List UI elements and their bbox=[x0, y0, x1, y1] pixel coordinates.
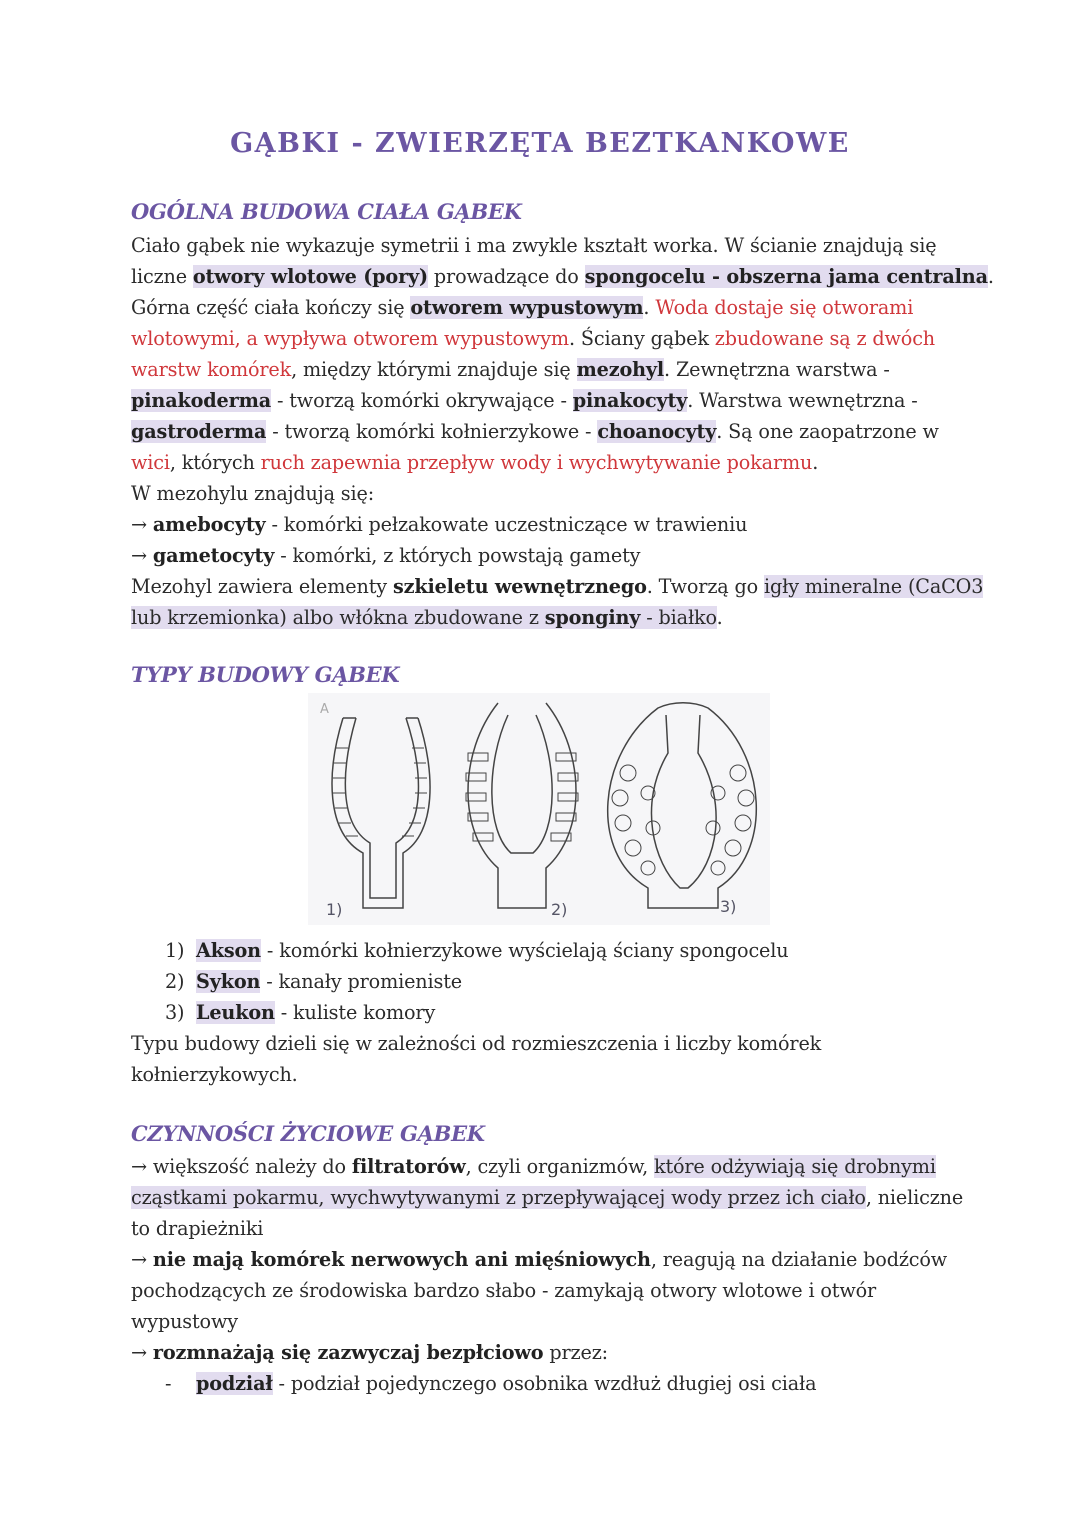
figure-label-a: A bbox=[320, 702, 329, 717]
term-gastroderma: gastroderma bbox=[131, 420, 267, 443]
text-line bbox=[131, 540, 961, 571]
text: , nieliczne bbox=[865, 1186, 964, 1209]
text-line bbox=[131, 1244, 961, 1275]
text: - tworzą komórki okrywające - bbox=[271, 389, 573, 412]
text: . Tworzą go bbox=[646, 575, 765, 598]
section-body-budowa bbox=[131, 230, 994, 633]
term-leukon: Leukon bbox=[196, 1001, 275, 1024]
text: pochodzących ze środowiska bardzo słabo - zamykają otwory wlotowe i otwór bbox=[131, 1279, 877, 1302]
term-mezohyl: mezohyl bbox=[576, 358, 665, 381]
red-text: Woda dostaje się otworami bbox=[655, 296, 914, 319]
text: . bbox=[716, 606, 723, 629]
highlight-text: cząstkami pokarmu, wychwytywanymi z przepływającej wody przez ich ciało bbox=[131, 1186, 866, 1209]
text: - tworzą komórki kołnierzykowe - bbox=[266, 420, 598, 443]
term-szkielet: szkieletu wewnętrznego bbox=[392, 575, 647, 598]
text: . bbox=[812, 451, 819, 474]
red-text: wlotowymi, a wypływa otworem wypustowym bbox=[131, 327, 569, 350]
highlight-text: - białko bbox=[640, 606, 717, 629]
text: kołnierzykowych. bbox=[131, 1063, 298, 1086]
text-line bbox=[131, 323, 961, 354]
highlight-text: lub krzemionka) albo włókna zbudowane z bbox=[131, 606, 545, 629]
highlight-text: igły mineralne (CaCO3 bbox=[764, 575, 984, 598]
text: - komórki pełzakowate uczestniczące w trawieniu bbox=[265, 513, 748, 536]
section-heading-czynnosci: CZYNNOŚCI ŻYCIOWE GĄBEK bbox=[131, 1121, 485, 1146]
sponge-types-illustration bbox=[308, 693, 770, 925]
list-number: 3) bbox=[165, 1001, 185, 1024]
term-otwory: otwory wlotowe (pory) bbox=[192, 265, 428, 288]
red-text: warstw komórek bbox=[131, 358, 292, 381]
text-line bbox=[131, 571, 984, 602]
term-brak-komorek: nie mają komórek nerwowych ani mięśniowych bbox=[152, 1248, 651, 1271]
text: . Zewnętrzna warstwa - bbox=[664, 358, 890, 381]
term-akson: Akson bbox=[196, 939, 261, 962]
text: , czyli organizmów, bbox=[465, 1155, 654, 1178]
arrow: → bbox=[131, 513, 153, 536]
text-line bbox=[131, 1275, 961, 1306]
text-line bbox=[131, 416, 961, 447]
text-line bbox=[131, 1028, 961, 1059]
section-heading-budowa: OGÓLNA BUDOWA CIAŁA GĄBEK bbox=[131, 199, 522, 224]
text: → większość należy do bbox=[131, 1155, 352, 1178]
term-pinakocyty: pinakocyty bbox=[572, 389, 688, 412]
text-line bbox=[131, 292, 961, 323]
list-desc: - kuliste komory bbox=[274, 1001, 436, 1024]
text-line bbox=[131, 1368, 961, 1399]
text-line bbox=[131, 1182, 964, 1213]
text: Typu budowy dzieli się w zależności od rozmieszczenia i liczby komórek bbox=[131, 1032, 822, 1055]
text-line bbox=[131, 1059, 961, 1090]
text-line bbox=[131, 385, 961, 416]
red-text: zbudowane są z dwóch bbox=[714, 327, 935, 350]
text-line bbox=[131, 261, 994, 292]
term-gametocyty: gametocyty bbox=[152, 544, 275, 567]
list-item bbox=[165, 935, 788, 966]
sponge-types-note bbox=[131, 1028, 961, 1090]
text: , między którymi znajduje się bbox=[291, 358, 577, 381]
section-heading-typy: TYPY BUDOWY GĄBEK bbox=[131, 662, 400, 687]
list-item bbox=[165, 997, 788, 1028]
term-rozmnazanie: rozmnażają się zazwyczaj bezpłciowo bbox=[152, 1341, 544, 1364]
term-pinakoderma: pinakoderma bbox=[131, 389, 271, 412]
text: liczne bbox=[131, 265, 193, 288]
sponge-types-list bbox=[165, 935, 788, 1028]
text: . Ściany gąbek bbox=[568, 327, 715, 350]
text: . bbox=[643, 296, 656, 319]
list-desc: - kanały promieniste bbox=[260, 970, 462, 993]
text: wypustowy bbox=[131, 1310, 238, 1333]
term-sykon: Sykon bbox=[196, 970, 261, 993]
text: - komórki, z których powstają gamety bbox=[274, 544, 641, 567]
text: W mezohylu znajdują się: bbox=[131, 482, 375, 505]
list-number: 2) bbox=[165, 970, 185, 993]
term-amebocyty: amebocyty bbox=[152, 513, 266, 536]
term-choanocyty: choanocyty bbox=[597, 420, 717, 443]
term-spongocel: spongocelu - obszerna jama centralna bbox=[584, 265, 988, 288]
list-number: 1) bbox=[165, 939, 185, 962]
text: . Warstwa wewnętrzna - bbox=[687, 389, 918, 412]
text-line bbox=[131, 1337, 961, 1368]
list-item bbox=[165, 966, 788, 997]
text-line bbox=[131, 478, 961, 509]
text-line bbox=[131, 354, 961, 385]
text: przez: bbox=[543, 1341, 608, 1364]
page-title: GĄBKI - ZWIERZĘTA BEZTKANKOWE bbox=[230, 128, 850, 159]
term-podzial: podział bbox=[196, 1372, 273, 1395]
figure-background bbox=[308, 693, 770, 925]
arrow: → bbox=[131, 1341, 153, 1364]
figure-label-3: 3) bbox=[720, 897, 737, 916]
text: . bbox=[987, 265, 994, 288]
text-line bbox=[131, 447, 961, 478]
text: Ciało gąbek nie wykazuje symetrii i ma zwykle kształt worka. W ścianie znajdują się bbox=[131, 234, 937, 257]
text: to drapieżniki bbox=[131, 1217, 264, 1240]
highlight-text: które odżywiają się drobnymi bbox=[653, 1155, 936, 1178]
section-body-czynnosci bbox=[131, 1151, 964, 1399]
red-text: wici bbox=[131, 451, 170, 474]
arrow: → bbox=[131, 544, 153, 567]
arrow: → bbox=[131, 1248, 153, 1271]
text: - podział pojedynczego osobnika wzdłuż długiej osi ciała bbox=[272, 1372, 817, 1395]
text-line bbox=[131, 1213, 961, 1244]
text-line bbox=[131, 509, 961, 540]
text: , reagują na działanie bodźców bbox=[650, 1248, 948, 1271]
text: Górna część ciała kończy się bbox=[131, 296, 411, 319]
text-line bbox=[131, 1306, 961, 1337]
figure-label-1: 1) bbox=[326, 900, 343, 919]
term-filtratory: filtratorów bbox=[351, 1155, 466, 1178]
text: . Są one zaopatrzone w bbox=[716, 420, 939, 443]
term-otwor-wypustowy: otworem wypustowym bbox=[410, 296, 644, 319]
text-line bbox=[131, 230, 961, 261]
text: prowadzące do bbox=[427, 265, 585, 288]
text: , których bbox=[169, 451, 261, 474]
text: Mezohyl zawiera elementy bbox=[131, 575, 393, 598]
text-line bbox=[131, 602, 961, 633]
term-spongina: sponginy bbox=[544, 606, 641, 629]
bullet-dash: - bbox=[165, 1372, 172, 1395]
text-line bbox=[131, 1151, 961, 1182]
list-desc: - komórki kołnierzykowe wyścielają ściany spongocelu bbox=[260, 939, 789, 962]
red-text: ruch zapewnia przepływ wody i wychwytywanie pokarmu bbox=[260, 451, 813, 474]
figure-label-2: 2) bbox=[551, 900, 568, 919]
